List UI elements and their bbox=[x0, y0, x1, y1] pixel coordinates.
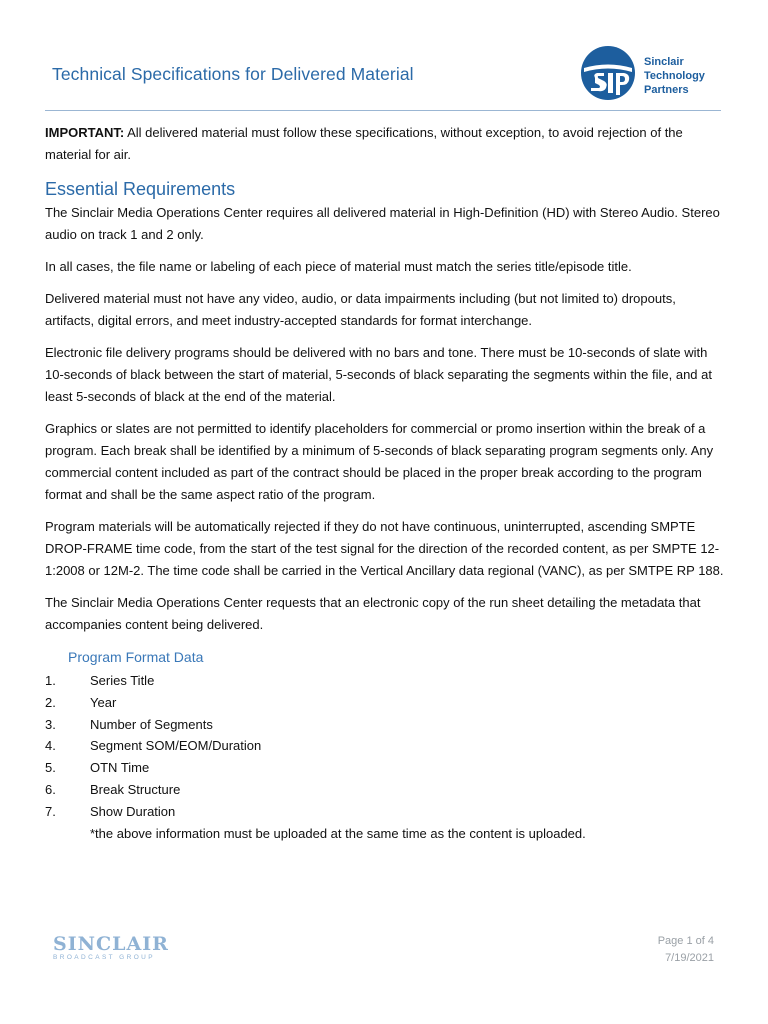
list-number: 7. bbox=[45, 803, 56, 819]
list-label: Break Structure bbox=[90, 781, 181, 797]
document-body bbox=[45, 122, 725, 845]
logo-line-3: Partners bbox=[644, 84, 689, 96]
paragraph-slate-black: Electronic file delivery programs should be delivered with no bars and tone. There must be 10-seconds of slate with 10-seconds of black between the start of material, 5-seconds of black separating the segments within the file, and at least 5-seconds of black at the end of the material. bbox=[45, 345, 712, 404]
list-label: Year bbox=[90, 694, 117, 710]
format-data-list bbox=[45, 670, 725, 823]
sinclair-broadcast-logo bbox=[53, 933, 169, 961]
paragraph-graphics-breaks: Graphics or slates are not permitted to identify placeholders for commercial or promo insertion within the break of a program. Each break shall be identified by a minimum of 5-seconds of black separating program segments only. Any commercial content included as part of the contract should be placed in the proper break according to the program format and shall be the same aspect ratio of the program. bbox=[45, 421, 714, 502]
list-number: 5. bbox=[45, 760, 56, 776]
list-number: 1. bbox=[45, 673, 56, 688]
footer-brand-name: SINCLAIR bbox=[53, 933, 169, 955]
document-title: Technical Specifications for Delivered Material bbox=[52, 64, 414, 84]
sinclair-technology-partners-logo bbox=[580, 43, 730, 107]
list-label: Show Duration bbox=[90, 803, 176, 819]
upload-note: *the above information must be uploaded at the same time as the content is uploaded. bbox=[90, 825, 586, 841]
page-date: 7/19/2021 bbox=[665, 952, 714, 964]
section-heading: Essential Requirements bbox=[45, 179, 236, 199]
paragraph-file-naming: In all cases, the file name or labeling of each piece of material must match the series title/episode title. bbox=[45, 259, 632, 274]
logo-line-1: Sinclair bbox=[644, 56, 684, 68]
list-number: 6. bbox=[45, 781, 56, 797]
header-divider bbox=[45, 110, 721, 111]
list-item bbox=[45, 670, 725, 692]
list-item bbox=[45, 735, 725, 757]
list-label: Series Title bbox=[90, 673, 155, 688]
stp-logo-icon bbox=[580, 43, 636, 103]
important-notice bbox=[45, 122, 725, 166]
list-item bbox=[45, 779, 725, 801]
page-number: Page 1 of 4 bbox=[657, 935, 714, 947]
paragraph-impairments: Delivered material must not have any video, audio, or data impairments including (but not limited to) dropouts, artifacts, digital errors, and meet industry-accepted standards for format interchange. bbox=[45, 291, 676, 328]
logo-line-2: Technology bbox=[644, 70, 705, 82]
important-label: IMPORTANT: bbox=[45, 125, 125, 140]
list-number: 2. bbox=[45, 694, 56, 710]
list-item bbox=[45, 692, 725, 714]
paragraph-run-sheet: The Sinclair Media Operations Center requests that an electronic copy of the run sheet detailing the metadata that accompanies content being delivered. bbox=[45, 595, 701, 632]
important-text: All delivered material must follow these specifications, without exception, to avoid rejection of the material for air. bbox=[45, 125, 683, 162]
list-number: 4. bbox=[45, 738, 56, 754]
list-label: Segment SOM/EOM/Duration bbox=[90, 738, 262, 754]
paragraph-time-code: Program materials will be automatically rejected if they do not have continuous, uninterrupted, ascending SMPTE DROP-FRAME time code, from the start of the test signal for the direction of the recorded content, as per SMPTE 12-1:2008 or 12M-2. The time code shall be carried in the Vertical Ancillary data regional (VANC), as per SMTPE RP 188. bbox=[45, 519, 724, 578]
logo-wordmark bbox=[644, 55, 705, 97]
list-number: 3. bbox=[45, 716, 56, 732]
paragraph-hd-audio: The Sinclair Media Operations Center requires all delivered material in High-Definition (HD) with Stereo Audio. Stereo audio on track 1 and 2 only. bbox=[45, 205, 720, 242]
list-label: OTN Time bbox=[90, 760, 150, 776]
footer-brand-sub: BROADCAST GROUP bbox=[53, 954, 155, 961]
list-item bbox=[45, 801, 725, 823]
subsection-heading: Program Format Data bbox=[68, 649, 204, 665]
list-item bbox=[45, 757, 725, 779]
page-footer-info bbox=[658, 933, 714, 967]
list-item bbox=[45, 714, 725, 736]
list-label: Number of Segments bbox=[90, 716, 213, 732]
